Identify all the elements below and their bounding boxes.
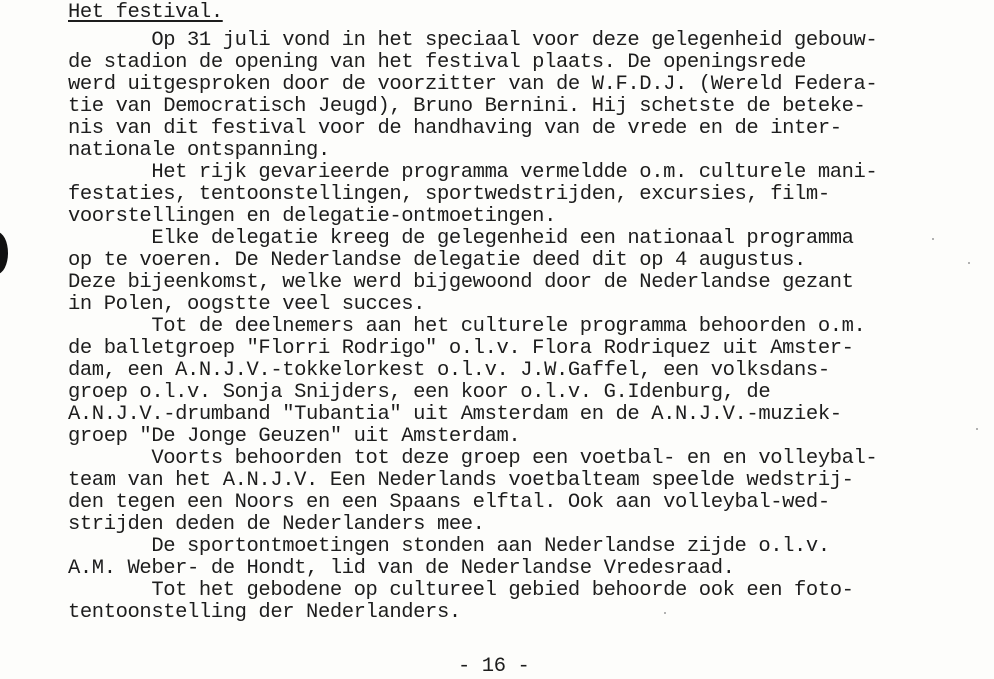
paper-speck xyxy=(968,262,970,264)
text-line: den tegen een Noors en een Spaans elftal. Ook aan volleybal-wed- xyxy=(68,491,830,514)
text-line: nationale ontspanning. xyxy=(68,139,330,162)
text-line: nis van dit festival voor de handhaving van de vrede en de inter- xyxy=(68,117,842,140)
text-line: werd uitgesproken door de voorzitter van de W.F.D.J. (Wereld Federa- xyxy=(68,73,878,96)
text-line: tie van Democratisch Jeugd), Bruno Bernini. Hij schetste de beteke- xyxy=(68,95,866,118)
text-line: A.M. Weber- de Hondt, lid van de Nederlandse Vredesraad. xyxy=(68,557,735,580)
paper-speck xyxy=(976,428,978,430)
section-heading: Het festival. xyxy=(68,1,223,24)
text-line: Tot de deelnemers aan het culturele programma behoorden o.m. xyxy=(68,315,866,338)
text-line: op te voeren. De Nederlandse delegatie deed dit op 4 augustus. xyxy=(68,249,806,272)
text-line: A.N.J.V.-drumband "Tubantia" uit Amsterdam en de A.N.J.V.-muziek- xyxy=(68,403,842,426)
text-line: team van het A.N.J.V. Een Nederlands voetbalteam speelde wedstrij- xyxy=(68,469,854,492)
paper-speck xyxy=(664,612,666,614)
text-line: tentoonstelling der Nederlanders. xyxy=(68,601,461,624)
text-line: Deze bijeenkomst, welke werd bijgewoond door de Nederlandse gezant xyxy=(68,271,854,294)
text-line: dam, een A.N.J.V.-tokkelorkest o.l.v. J.W.Gaffel, een volksdans- xyxy=(68,359,830,382)
text-line: Tot het gebodene op cultureel gebied behoorde ook een foto- xyxy=(68,579,854,602)
punch-hole-mark xyxy=(0,232,8,274)
text-line: Voorts behoorden tot deze groep een voetbal- en en volleybal- xyxy=(68,447,878,470)
paper-speck xyxy=(932,238,934,240)
text-line: in Polen, oogstte veel succes. xyxy=(68,293,426,316)
text-line: strijden deden de Nederlanders mee. xyxy=(68,513,485,536)
text-line: Op 31 juli vond in het speciaal voor deze gelegenheid gebouw- xyxy=(68,29,878,52)
text-line: Elke delegatie kreeg de gelegenheid een nationaal programma xyxy=(68,227,854,250)
body-text xyxy=(68,30,877,624)
text-line: de stadion de opening van het festival plaats. De openingsrede xyxy=(68,51,806,74)
page-number: - 16 - xyxy=(458,655,530,678)
text-line: groep o.l.v. Sonja Snijders, een koor o.l.v. G.Idenburg, de xyxy=(68,381,771,404)
text-line: groep "De Jonge Geuzen" uit Amsterdam. xyxy=(68,425,521,448)
text-line: Het rijk gevarieerde programma vermeldde o.m. culturele mani- xyxy=(68,161,878,184)
text-line: voorstellingen en delegatie-ontmoetingen. xyxy=(68,205,556,228)
text-line: de balletgroep "Florri Rodrigo" o.l.v. Flora Rodriquez uit Amster- xyxy=(68,337,854,360)
text-line: De sportontmoetingen stonden aan Nederlandse zijde o.l.v. xyxy=(68,535,830,558)
text-line: festaties, tentoonstellingen, sportwedstrijden, excursies, film- xyxy=(68,183,830,206)
